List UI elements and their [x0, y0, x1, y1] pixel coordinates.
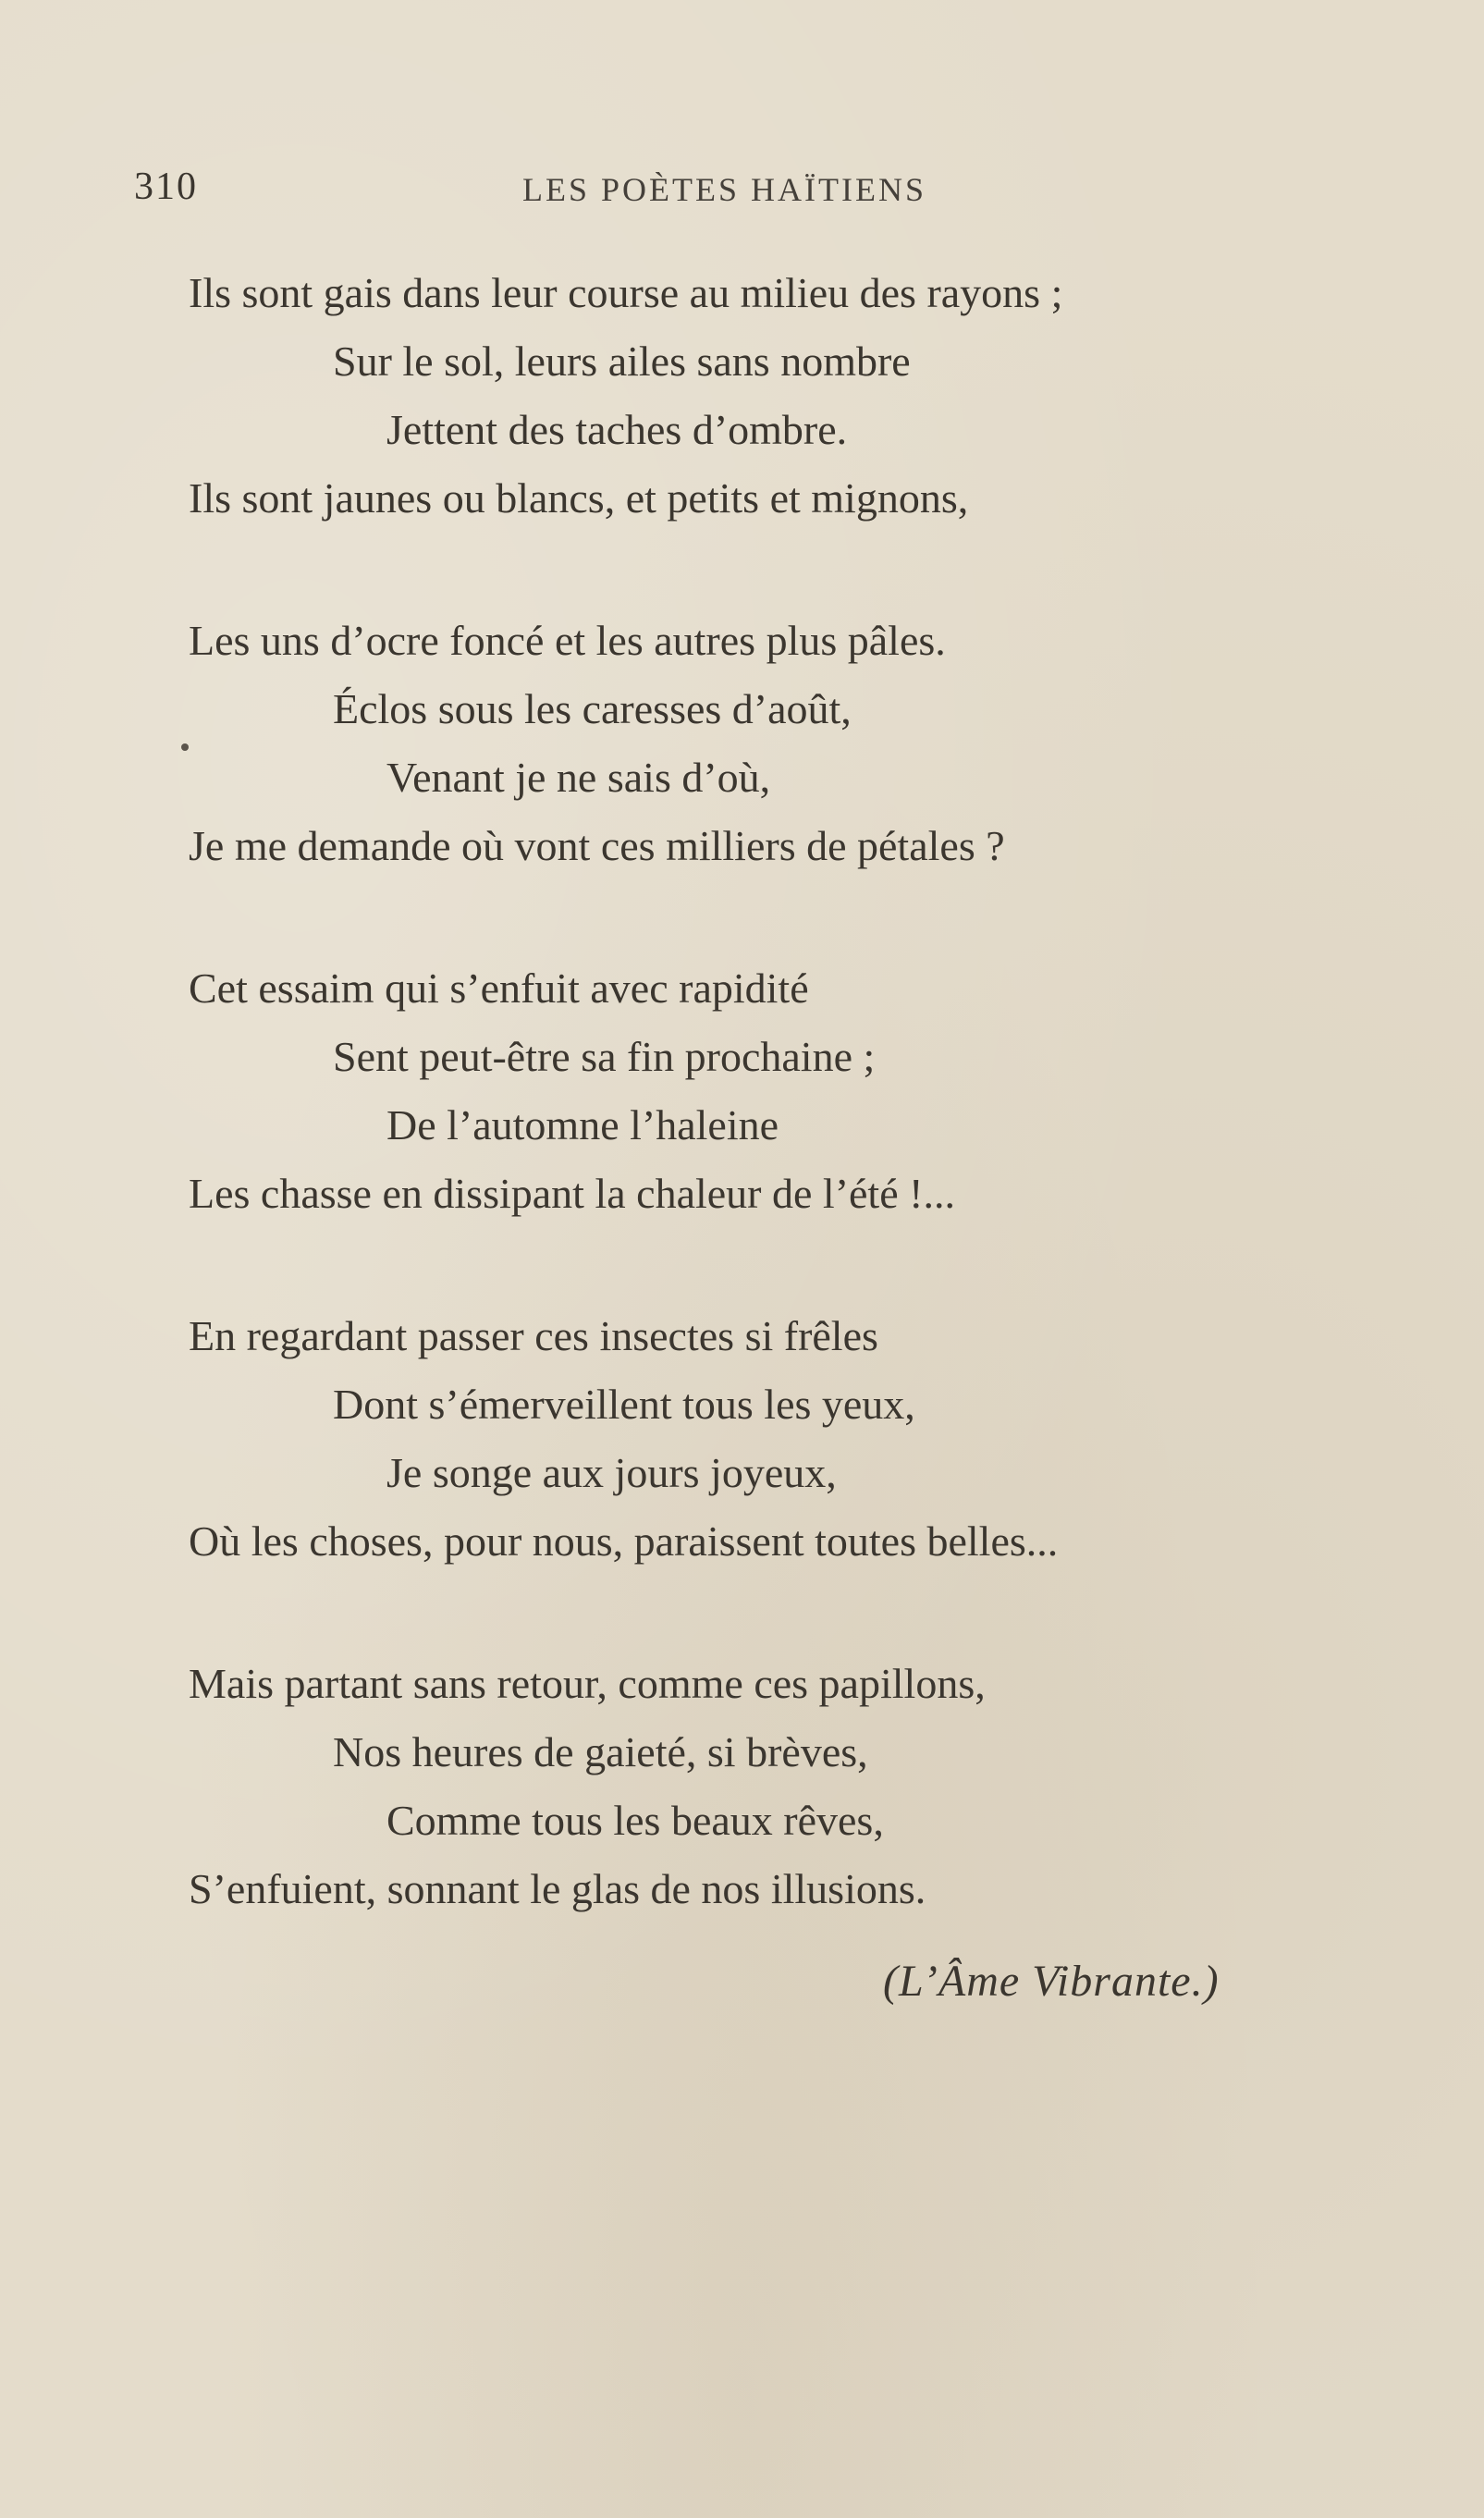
stanza-5	[189, 1650, 1354, 1923]
verse-line: Je me demande où vont ces milliers de pétales ?	[189, 822, 1005, 869]
verse-line: Comme tous les beaux rêves,	[386, 1797, 884, 1844]
verse-line: Les chasse en dissipant la chaleur de l’été !...	[189, 1170, 955, 1217]
verse-line: Cet essaim qui s’enfuit avec rapidité	[189, 964, 809, 1012]
verse-line: Sent peut-être sa fin prochaine ;	[333, 1033, 876, 1080]
stanza-2	[189, 607, 1354, 880]
page-number: 310	[134, 166, 198, 208]
verse-line: Sur le sol, leurs ailes sans nombre	[333, 338, 911, 385]
stanza-4	[189, 1302, 1354, 1576]
running-title: LES POÈTES HAÏTIENS	[522, 171, 926, 208]
verse-line: En regardant passer ces insectes si frêles	[189, 1312, 878, 1359]
stanza-3	[189, 954, 1354, 1228]
verse-line: S’enfuient, sonnant le glas de nos illusions.	[189, 1865, 926, 1912]
source-citation: (L’Âme Vibrante.)	[883, 1957, 1220, 2006]
verse-line: De l’automne l’haleine	[386, 1101, 779, 1148]
verse-line: Ils sont gais dans leur course au milieu des rayons ;	[189, 269, 1063, 316]
verse-line: Ils sont jaunes ou blancs, et petits et mignons,	[189, 474, 969, 522]
verse-line: Où les choses, pour nous, paraissent toutes belles...	[189, 1517, 1059, 1565]
verse-line: Jettent des taches d’ombre.	[386, 406, 848, 453]
verse-line: Dont s’émerveillent tous les yeux,	[333, 1381, 915, 1428]
verse-line: Je songe aux jours joyeux,	[386, 1449, 837, 1496]
verse-line: Mais partant sans retour, comme ces papillons,	[189, 1660, 986, 1707]
verse-line: Éclos sous les caresses d’août,	[333, 685, 852, 732]
verse-line: Nos heures de gaieté, si brèves,	[333, 1728, 868, 1775]
ink-speck	[181, 743, 189, 751]
stanza-1	[189, 259, 1354, 533]
poem	[189, 259, 1354, 1997]
running-head	[134, 165, 1299, 229]
verse-line: Les uns d’ocre foncé et les autres plus pâles.	[189, 617, 946, 664]
verse-line: Venant je ne sais d’où,	[386, 754, 771, 801]
